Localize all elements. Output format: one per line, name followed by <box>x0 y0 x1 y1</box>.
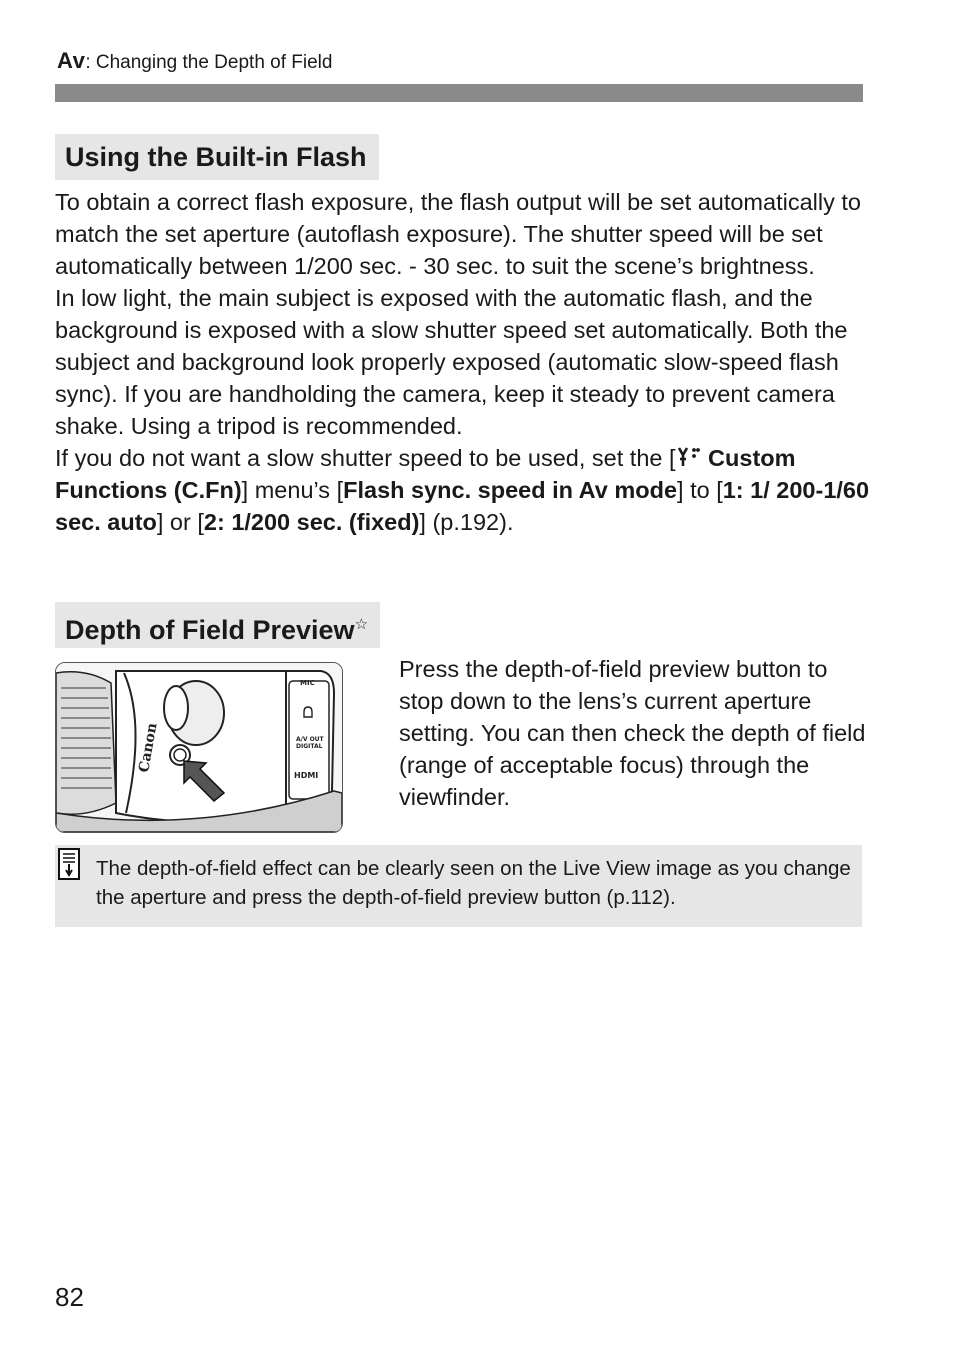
brand-label: Canon <box>136 721 161 774</box>
p3-bold-1: Custom Functions (C.Fn) <box>55 445 796 503</box>
page-number: 82 <box>55 1282 84 1312</box>
port-digital-label: DIGITAL <box>296 743 323 750</box>
flash-paragraph-3 <box>55 442 870 538</box>
header-rule <box>55 84 863 102</box>
p3-bold-2: Flash sync. speed in Av mode <box>343 477 678 503</box>
dof-heading-text: Depth of Field Preview <box>65 615 355 645</box>
p3-bold-3: 1: 1/ 200-1/60 sec. auto <box>55 477 870 535</box>
p3-text-3: ] to [ <box>677 477 723 503</box>
port-av-out-label: A/V OUT <box>296 736 324 743</box>
note-paragraph: The depth-of-field effect can be clearly seen on the Live View image as you change the aperture and press the depth-of-field preview button (p.112). <box>96 857 851 909</box>
star-icon: ☆ <box>354 616 369 633</box>
port-hdmi-label: HDMI <box>294 771 319 780</box>
p3-text-2: ] menu’s [ <box>241 477 344 503</box>
section-heading-flash <box>55 134 379 180</box>
av-mode-label: Av <box>57 48 86 73</box>
flash-heading-text: Using the Built-in Flash <box>65 142 367 172</box>
note-box <box>55 845 862 927</box>
port-mic-label: MIC <box>300 679 315 687</box>
flash-body <box>55 186 870 538</box>
p3-text-1: If you do not want a slow shutter speed to be used, set the [ <box>55 445 676 471</box>
camera-drawing <box>56 663 342 832</box>
page-header <box>57 48 332 74</box>
camera-illustration <box>55 662 343 833</box>
p3-text-5: ] (p.192). <box>419 509 514 535</box>
dof-paragraph: Press the depth-of-field preview button to stop down to the lens’s current aperture setting. You can then check the depth of field (range of acceptable focus) through the viewfinder. <box>399 656 866 810</box>
flash-paragraph-2: In low light, the main subject is exposed with the automatic flash, and the background is exposed with a slow shutter speed set automatically. Both the subject and background look properly exposed (automatic slow-speed flash sync). If you are handholding the camera, keep it steady to prevent camera shake. Using a tripod is recommended. <box>55 285 848 439</box>
flash-paragraph-1: To obtain a correct flash exposure, the flash output will be set automatically to match the set aperture (autoflash exposure). The shutter speed will be set automatically between 1/200 sec. - 30 sec. to suit the scene’s brightness. <box>55 189 861 279</box>
dof-description <box>399 653 869 813</box>
custom-functions-icon <box>676 446 702 468</box>
section-heading-dof <box>55 602 380 648</box>
p3-text-4: ] or [ <box>156 509 204 535</box>
header-title: : Changing the Depth of Field <box>85 52 333 73</box>
memo-icon <box>58 848 82 880</box>
note-text <box>96 854 856 912</box>
p3-bold-4: 2: 1/200 sec. (fixed) <box>203 509 420 535</box>
